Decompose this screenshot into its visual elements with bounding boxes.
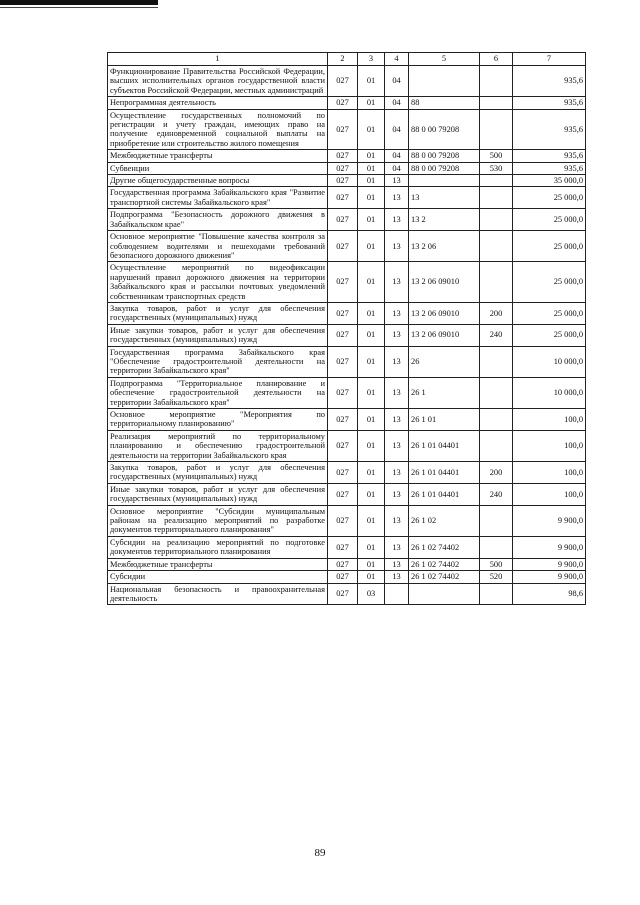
cell-expense-type: [480, 66, 513, 97]
cell-subsection: 13: [385, 231, 409, 262]
cell-ministry-code: 027: [328, 231, 358, 262]
column-number-4: 4: [385, 53, 409, 66]
cell-expense-type: [480, 231, 513, 262]
table-body: [108, 66, 586, 605]
cell-ministry-code: 027: [328, 187, 358, 209]
cell-ministry-code: 027: [328, 346, 358, 377]
cell-name: Государственная программа Забайкальского края "Обеспечение градостроительной деятельности на территории Забайкальского края": [108, 346, 328, 377]
cell-ministry-code: 027: [328, 571, 358, 583]
cell-ministry-code: 027: [328, 162, 358, 174]
cell-amount: 25 000,0: [513, 324, 586, 346]
column-number-5: 5: [409, 53, 480, 66]
table-row: [108, 558, 586, 570]
cell-subsection: 04: [385, 66, 409, 97]
table-row: [108, 302, 586, 324]
cell-name: Основное мероприятие "Субсидии муниципальным районам на реализацию мероприятий по разработке документов территориального планирования": [108, 505, 328, 536]
cell-target-article: 26 1 02: [409, 505, 480, 536]
cell-amount: 9 900,0: [513, 571, 586, 583]
table-row: [108, 377, 586, 408]
cell-ministry-code: 027: [328, 583, 358, 605]
cell-target-article: 26: [409, 346, 480, 377]
cell-amount: 100,0: [513, 483, 586, 505]
cell-name: Межбюджетные трансферты: [108, 150, 328, 162]
cell-expense-type: 240: [480, 324, 513, 346]
top-rule: [0, 0, 158, 5]
cell-section: 01: [358, 262, 385, 303]
cell-ministry-code: 027: [328, 462, 358, 484]
cell-target-article: 13 2 06 09010: [409, 262, 480, 303]
page-number: 89: [314, 847, 326, 859]
cell-subsection: 04: [385, 150, 409, 162]
cell-target-article: 26 1 02 74402: [409, 571, 480, 583]
cell-amount: 935,6: [513, 109, 586, 150]
table-row: [108, 187, 586, 209]
column-number-1: 1: [108, 53, 328, 66]
cell-target-article: 88: [409, 97, 480, 109]
cell-subsection: 13: [385, 483, 409, 505]
cell-name: Другие общегосударственные вопросы: [108, 175, 328, 187]
cell-expense-type: 200: [480, 462, 513, 484]
cell-target-article: [409, 175, 480, 187]
cell-name: Иные закупки товаров, работ и услуг для обеспечения государственных (муниципальных) нужд: [108, 483, 328, 505]
table-row: [108, 483, 586, 505]
cell-section: 01: [358, 324, 385, 346]
cell-target-article: 13 2 06 09010: [409, 302, 480, 324]
cell-amount: 9 900,0: [513, 558, 586, 570]
cell-expense-type: [480, 187, 513, 209]
table-row: [108, 571, 586, 583]
cell-name: Закупка товаров, работ и услуг для обеспечения государственных (муниципальных) нужд: [108, 302, 328, 324]
cell-section: 01: [358, 571, 385, 583]
cell-target-article: 13 2: [409, 209, 480, 231]
table-row: [108, 346, 586, 377]
cell-target-article: 26 1 01 04401: [409, 462, 480, 484]
cell-target-article: 88 0 00 79208: [409, 109, 480, 150]
cell-amount: 935,6: [513, 150, 586, 162]
budget-table: [107, 52, 586, 605]
cell-target-article: 26 1 02 74402: [409, 536, 480, 558]
cell-expense-type: [480, 209, 513, 231]
cell-section: 01: [358, 97, 385, 109]
cell-name: Иные закупки товаров, работ и услуг для обеспечения государственных (муниципальных) нужд: [108, 324, 328, 346]
cell-amount: 25 000,0: [513, 209, 586, 231]
cell-name: Государственная программа Забайкальского края "Развитие транспортной системы Забайкальского края": [108, 187, 328, 209]
cell-section: 01: [358, 109, 385, 150]
cell-section: 01: [358, 462, 385, 484]
cell-name: Национальная безопасность и правоохранительная деятельность: [108, 583, 328, 605]
cell-amount: 100,0: [513, 409, 586, 431]
cell-name: Функционирование Правительства Российской Федерации, высших исполнительных органов государственной власти субъектов Российской Федерации, местных администраций: [108, 66, 328, 97]
cell-expense-type: 240: [480, 483, 513, 505]
cell-expense-type: [480, 97, 513, 109]
cell-target-article: 13: [409, 187, 480, 209]
cell-amount: 25 000,0: [513, 302, 586, 324]
cell-section: 01: [358, 150, 385, 162]
cell-expense-type: [480, 262, 513, 303]
cell-amount: 100,0: [513, 462, 586, 484]
cell-target-article: 26 1 01 04401: [409, 483, 480, 505]
cell-section: 01: [358, 377, 385, 408]
cell-ministry-code: 027: [328, 409, 358, 431]
table-row: [108, 209, 586, 231]
cell-expense-type: [480, 109, 513, 150]
cell-subsection: 13: [385, 462, 409, 484]
column-number-row: [108, 53, 586, 66]
table-row: [108, 536, 586, 558]
cell-subsection: 13: [385, 558, 409, 570]
cell-expense-type: [480, 377, 513, 408]
cell-section: 01: [358, 536, 385, 558]
cell-ministry-code: 027: [328, 209, 358, 231]
cell-target-article: 26 1: [409, 377, 480, 408]
cell-subsection: 13: [385, 175, 409, 187]
cell-name: Основное мероприятие "Повышение качества контроля за соблюдением водителями и пешеходами требований безопасного дорожного движения": [108, 231, 328, 262]
table-row: [108, 462, 586, 484]
cell-section: 01: [358, 346, 385, 377]
cell-name: Реализация мероприятий по территориальному планированию и обеспечению градостроительной деятельности на территории Забайкальского края: [108, 430, 328, 461]
cell-amount: 100,0: [513, 430, 586, 461]
cell-subsection: 13: [385, 302, 409, 324]
cell-subsection: 13: [385, 324, 409, 346]
table-row: [108, 409, 586, 431]
cell-ministry-code: 027: [328, 302, 358, 324]
cell-ministry-code: 027: [328, 262, 358, 303]
cell-expense-type: [480, 505, 513, 536]
cell-ministry-code: 027: [328, 175, 358, 187]
table-row: [108, 162, 586, 174]
cell-expense-type: 500: [480, 558, 513, 570]
cell-name: Подпрограмма "Безопасность дорожного движения в Забайкальском крае": [108, 209, 328, 231]
table-row: [108, 66, 586, 97]
cell-ministry-code: 027: [328, 505, 358, 536]
cell-subsection: 04: [385, 97, 409, 109]
cell-expense-type: [480, 536, 513, 558]
cell-expense-type: 500: [480, 150, 513, 162]
cell-amount: 9 900,0: [513, 505, 586, 536]
column-number-3: 3: [358, 53, 385, 66]
cell-section: 01: [358, 162, 385, 174]
cell-expense-type: 520: [480, 571, 513, 583]
cell-section: 01: [358, 483, 385, 505]
cell-amount: 9 900,0: [513, 536, 586, 558]
cell-section: 01: [358, 231, 385, 262]
cell-subsection: [385, 583, 409, 605]
cell-target-article: [409, 583, 480, 605]
cell-amount: 25 000,0: [513, 262, 586, 303]
cell-subsection: 04: [385, 162, 409, 174]
cell-target-article: 88 0 00 79208: [409, 162, 480, 174]
cell-amount: 10 000,0: [513, 346, 586, 377]
cell-target-article: 13 2 06 09010: [409, 324, 480, 346]
cell-amount: 35 000,0: [513, 175, 586, 187]
top-rule-thin: [0, 7, 158, 8]
column-number-2: 2: [328, 53, 358, 66]
cell-expense-type: [480, 175, 513, 187]
table-row: [108, 430, 586, 461]
cell-name: Субсидии: [108, 571, 328, 583]
cell-target-article: 88 0 00 79208: [409, 150, 480, 162]
cell-ministry-code: 027: [328, 558, 358, 570]
cell-section: 01: [358, 66, 385, 97]
cell-target-article: 26 1 01: [409, 409, 480, 431]
cell-target-article: 26 1 02 74402: [409, 558, 480, 570]
table-row: [108, 324, 586, 346]
cell-ministry-code: 027: [328, 109, 358, 150]
table-row: [108, 505, 586, 536]
cell-section: 01: [358, 302, 385, 324]
cell-name: Субвенции: [108, 162, 328, 174]
cell-amount: 10 000,0: [513, 377, 586, 408]
table-row: [108, 109, 586, 150]
cell-target-article: 13 2 06: [409, 231, 480, 262]
cell-amount: 935,6: [513, 66, 586, 97]
column-number-7: 7: [513, 53, 586, 66]
table-row: [108, 262, 586, 303]
cell-expense-type: 530: [480, 162, 513, 174]
cell-subsection: 13: [385, 209, 409, 231]
cell-target-article: 26 1 01 04401: [409, 430, 480, 461]
cell-expense-type: [480, 346, 513, 377]
cell-ministry-code: 027: [328, 377, 358, 408]
cell-name: Осуществление государственных полномочий по регистрации и учету граждан, имеющих право на получение единовременной социальной выплаты на приобретение или строительство жилого помещения: [108, 109, 328, 150]
cell-target-article: [409, 66, 480, 97]
cell-subsection: 13: [385, 346, 409, 377]
cell-expense-type: 200: [480, 302, 513, 324]
cell-amount: 98,6: [513, 583, 586, 605]
column-number-6: 6: [480, 53, 513, 66]
cell-subsection: 04: [385, 109, 409, 150]
cell-subsection: 13: [385, 430, 409, 461]
cell-amount: 935,6: [513, 97, 586, 109]
table-row: [108, 583, 586, 605]
cell-name: Основное мероприятие "Мероприятия по территориальному планированию": [108, 409, 328, 431]
cell-ministry-code: 027: [328, 150, 358, 162]
cell-subsection: 13: [385, 262, 409, 303]
table-row: [108, 97, 586, 109]
cell-name: Закупка товаров, работ и услуг для обеспечения государственных (муниципальных) нужд: [108, 462, 328, 484]
cell-expense-type: [480, 430, 513, 461]
table-row: [108, 231, 586, 262]
cell-amount: 25 000,0: [513, 187, 586, 209]
cell-section: 01: [358, 187, 385, 209]
cell-ministry-code: 027: [328, 430, 358, 461]
cell-subsection: 13: [385, 377, 409, 408]
cell-name: Подпрограмма "Территориальное планирование и обеспечение градостроительной деятельности на территории Забайкальского края": [108, 377, 328, 408]
cell-subsection: 13: [385, 187, 409, 209]
cell-section: 01: [358, 505, 385, 536]
cell-amount: 25 000,0: [513, 231, 586, 262]
cell-section: 03: [358, 583, 385, 605]
cell-name: Непрограммная деятельность: [108, 97, 328, 109]
cell-expense-type: [480, 409, 513, 431]
cell-subsection: 13: [385, 409, 409, 431]
cell-amount: 935,6: [513, 162, 586, 174]
cell-subsection: 13: [385, 571, 409, 583]
table-row: [108, 175, 586, 187]
cell-ministry-code: 027: [328, 66, 358, 97]
cell-ministry-code: 027: [328, 536, 358, 558]
cell-section: 01: [358, 209, 385, 231]
cell-name: Субсидии на реализацию мероприятий по подготовке документов территориального планирования: [108, 536, 328, 558]
cell-ministry-code: 027: [328, 324, 358, 346]
cell-ministry-code: 027: [328, 483, 358, 505]
cell-expense-type: [480, 583, 513, 605]
cell-name: Осуществление мероприятий по видеофиксации нарушений правил дорожного движения на территории Забайкальского края и рассылки почтовых уведомлений собственникам транспортных средств: [108, 262, 328, 303]
cell-section: 01: [358, 430, 385, 461]
table-row: [108, 150, 586, 162]
cell-section: 01: [358, 175, 385, 187]
cell-subsection: 13: [385, 505, 409, 536]
cell-name: Межбюджетные трансферты: [108, 558, 328, 570]
cell-section: 01: [358, 409, 385, 431]
cell-section: 01: [358, 558, 385, 570]
cell-ministry-code: 027: [328, 97, 358, 109]
cell-subsection: 13: [385, 536, 409, 558]
